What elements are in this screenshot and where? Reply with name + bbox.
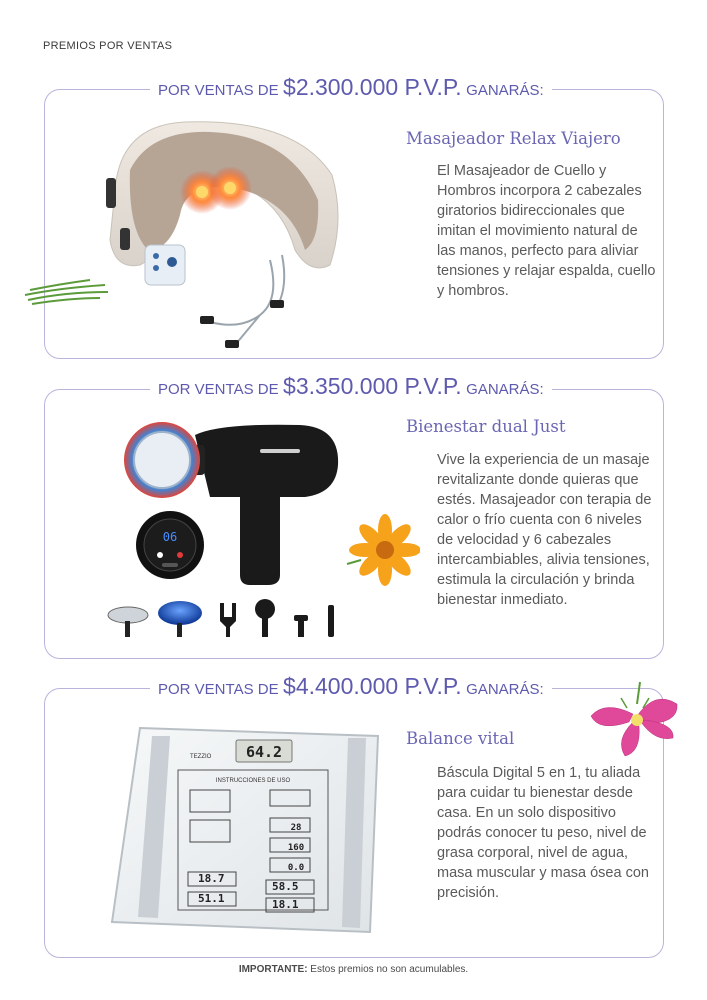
scale-reading: 160	[287, 843, 305, 853]
scale-brand: TEZZIO	[190, 754, 212, 760]
prize-description-3: Báscula Digital 5 en 1, tu aliada para cuidar tu bienestar desde casa. En un solo dispositivo podrás conocer tu peso, nivel de grasa corporal, nivel de agua, masa muscular y masa ósea con precisión.	[437, 765, 649, 901]
heading-prefix: POR VENTAS DE	[158, 681, 279, 698]
prize-description-1: El Masajeador de Cuello y Hombros incorpora 2 cabezales giratorios bidireccionales que imitan el movimiento natural de las manos, perfecto para aliviar tensiones y relajar espalda, cuello y hombros.	[437, 163, 656, 299]
prize-heading-3	[150, 673, 552, 700]
footer-note	[0, 964, 707, 975]
scale-reading: 0.0	[287, 863, 305, 873]
heading-prefix: POR VENTAS DE	[158, 82, 279, 99]
prize-heading-2	[150, 373, 552, 400]
heading-prefix: POR VENTAS DE	[158, 381, 279, 398]
digital-scale-image	[100, 722, 390, 948]
pink-flower-image	[585, 680, 685, 760]
scale-instructions-title: INSTRUCCIONES DE USO	[215, 778, 291, 784]
footer-text: Estos premios no son acumulables.	[307, 964, 469, 975]
scale-reading: 18.1	[272, 898, 299, 911]
massage-gun-image	[100, 405, 420, 655]
massager-display-text: 06	[162, 530, 178, 544]
prize-title-3: Balance vital	[406, 729, 515, 748]
scale-reading: 18.7	[198, 872, 225, 885]
sales-amount: $3.350.000 P.V.P.	[283, 373, 462, 399]
sales-amount: $2.300.000 P.V.P.	[283, 74, 462, 100]
scale-display-text: 64.2	[245, 743, 283, 761]
heading-suffix: GANARÁS:	[466, 82, 544, 99]
scale-reading: 51.1	[198, 892, 225, 905]
neck-massager-image	[20, 100, 350, 355]
prize-title-1: Masajeador Relax Viajero	[406, 129, 621, 148]
sales-amount: $4.400.000 P.V.P.	[283, 673, 462, 699]
prize-description-2: Vive la experiencia de un masaje revitalizante donde quieras que estés. Masajeador con terapia de calor o frío cuenta con 6 niveles de velocidad y 6 cabezales intercambiables, alivia tensiones, estimula la circulación y brinda bienestar inmediato.	[437, 452, 652, 608]
heading-suffix: GANARÁS:	[466, 681, 544, 698]
heading-suffix: GANARÁS:	[466, 381, 544, 398]
prize-title-2: Bienestar dual Just	[406, 417, 566, 436]
footer-bold: IMPORTANTE:	[238, 964, 308, 975]
scale-reading: 28	[290, 823, 302, 833]
page-label: PREMIOS POR VENTAS	[43, 40, 173, 52]
prize-heading-1	[150, 74, 552, 101]
scale-reading: 58.5	[272, 880, 299, 893]
